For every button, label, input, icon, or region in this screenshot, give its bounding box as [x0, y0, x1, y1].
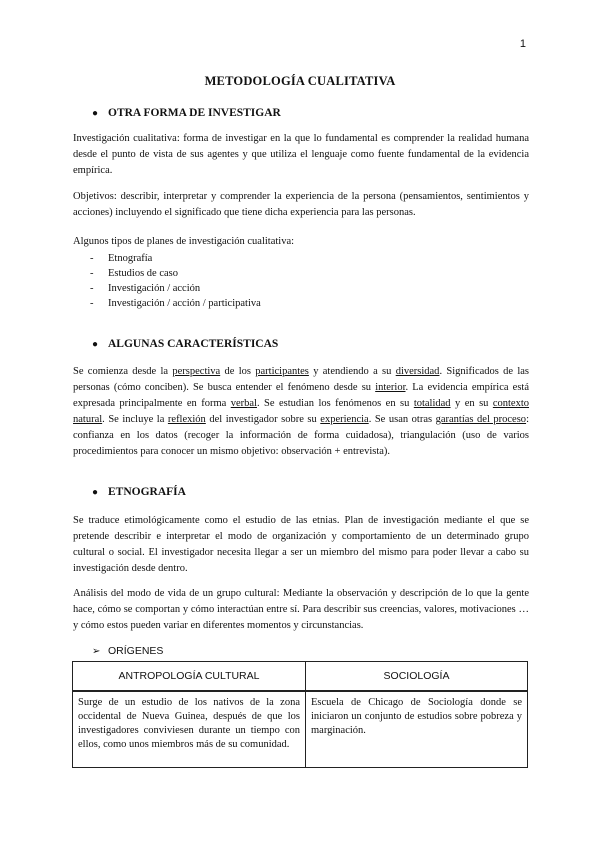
- table-header-cell: SOCIOLOGÍA: [306, 662, 528, 692]
- underlined-term: experiencia: [320, 414, 369, 425]
- underlined-term: totalidad: [413, 398, 451, 409]
- list-item: - Investigación / acción: [90, 283, 201, 294]
- section-heading-text: ALGUNAS CARACTERÍSTICAS: [108, 338, 279, 350]
- section-heading-otra-forma: [92, 107, 281, 119]
- page-title: METODOLOGÍA CUALITATIVA: [204, 74, 396, 88]
- dash-icon: -: [90, 283, 94, 294]
- subheading-text: ORÍGENES: [108, 645, 164, 657]
- characteristics-paragraph: Se comienza desde la perspectiva de los participantes y atendiendo a su diversidad. Significados de las personas (cómo conciben). Se busca entender el fenómeno desde su interior. La evidencia empírica está expresada principalmente en forma verbal. Se estudian los fenómenos en su totalidad y en su contexto natural. Se incluye la reflexión del investigador sobre su experiencia. Se usan otras garantías del proceso: confianza en los datos (recoger la información de forma cuidadosa), triangulación (uso de varios procedimientos para conocer un mismo objetivo: observación + entrevista).: [73, 366, 530, 457]
- definition-paragraph: Investigación cualitativa: forma de investigar en la que lo fundamental es comprender la realidad humana desde el punto de vista de sus agentes y que utiliza el lenguaje como fuente fundamental de la evidencia empírica.: [73, 133, 529, 176]
- table-header-cell: ANTROPOLOGÍA CULTURAL: [73, 662, 306, 692]
- list-item: - Investigación / acción / participativa: [90, 298, 261, 309]
- table-cell: Escuela de Chicago de Sociología donde se iniciaron un conjunto de estudios sobre pobreza y marginación.: [306, 691, 528, 768]
- list-item: - Etnografía: [90, 253, 153, 264]
- underlined-term: perspectiva: [172, 366, 221, 377]
- underlined-term: garantías del proceso: [435, 414, 527, 425]
- dash-icon: -: [90, 298, 94, 309]
- origins-subheading: [92, 645, 163, 657]
- section-heading-text: OTRA FORMA DE INVESTIGAR: [108, 107, 281, 119]
- research-types-list: [90, 251, 261, 311]
- list-intro: Algunos tipos de planes de investigación cualitativa:: [73, 236, 295, 247]
- analysis-paragraph: Análisis del modo de vida de un grupo cultural: Mediante la observación y descripción de lo que la gente hace, cómo se comportan y cómo interactúan entre sí. Para describir sus creencias, valores, motivaciones … y cómo estos pueden variar en diferentes momentos y circunstancias.: [73, 588, 529, 631]
- ethnography-paragraph: Se traduce etimológicamente como el estudio de las etnias. Plan de investigación mediante el que se pretende describir e interpretar el modo de organización y comportamiento de un determinado grupo cultural o social. El investigador necesita llegar a ser un miembro del mismo para poder llevar a cabo su investigación desde dentro.: [73, 515, 529, 574]
- dash-icon: -: [90, 253, 94, 264]
- table-header-row: [73, 662, 528, 692]
- arrow-bullet-icon: ➢: [92, 646, 101, 657]
- objectives-paragraph: Objetivos: describir, interpretar y comprender la experiencia de la persona (pensamientos, sentimientos y acciones) incluyendo el significado que tiene dicha experiencia para las personas.: [73, 191, 529, 218]
- underlined-term: diversidad: [395, 366, 440, 377]
- page-number: 1: [519, 38, 526, 50]
- underlined-term: reflexión: [167, 414, 206, 425]
- section-heading-text: ETNOGRAFÍA: [108, 486, 186, 498]
- bullet-icon: ●: [92, 339, 99, 350]
- origins-table: [72, 661, 528, 768]
- section-heading-caracteristicas: [92, 338, 278, 350]
- underlined-term: participantes: [255, 366, 309, 377]
- underlined-term: verbal: [230, 398, 257, 409]
- table-row: [73, 691, 528, 768]
- dash-icon: -: [90, 268, 94, 279]
- bullet-icon: ●: [92, 487, 99, 498]
- underlined-term: contexto natural: [73, 398, 530, 425]
- section-heading-etnografia: [92, 486, 186, 498]
- list-item: - Estudios de caso: [90, 268, 178, 279]
- bullet-icon: ●: [92, 108, 99, 119]
- underlined-term: interior: [375, 382, 406, 393]
- table-cell: Surge de un estudio de los nativos de la zona occidental de Nueva Guinea, después de que los investigadores conviviesen durante un tiempo con ellos, como unos miembros más de su comunidad.: [73, 691, 306, 768]
